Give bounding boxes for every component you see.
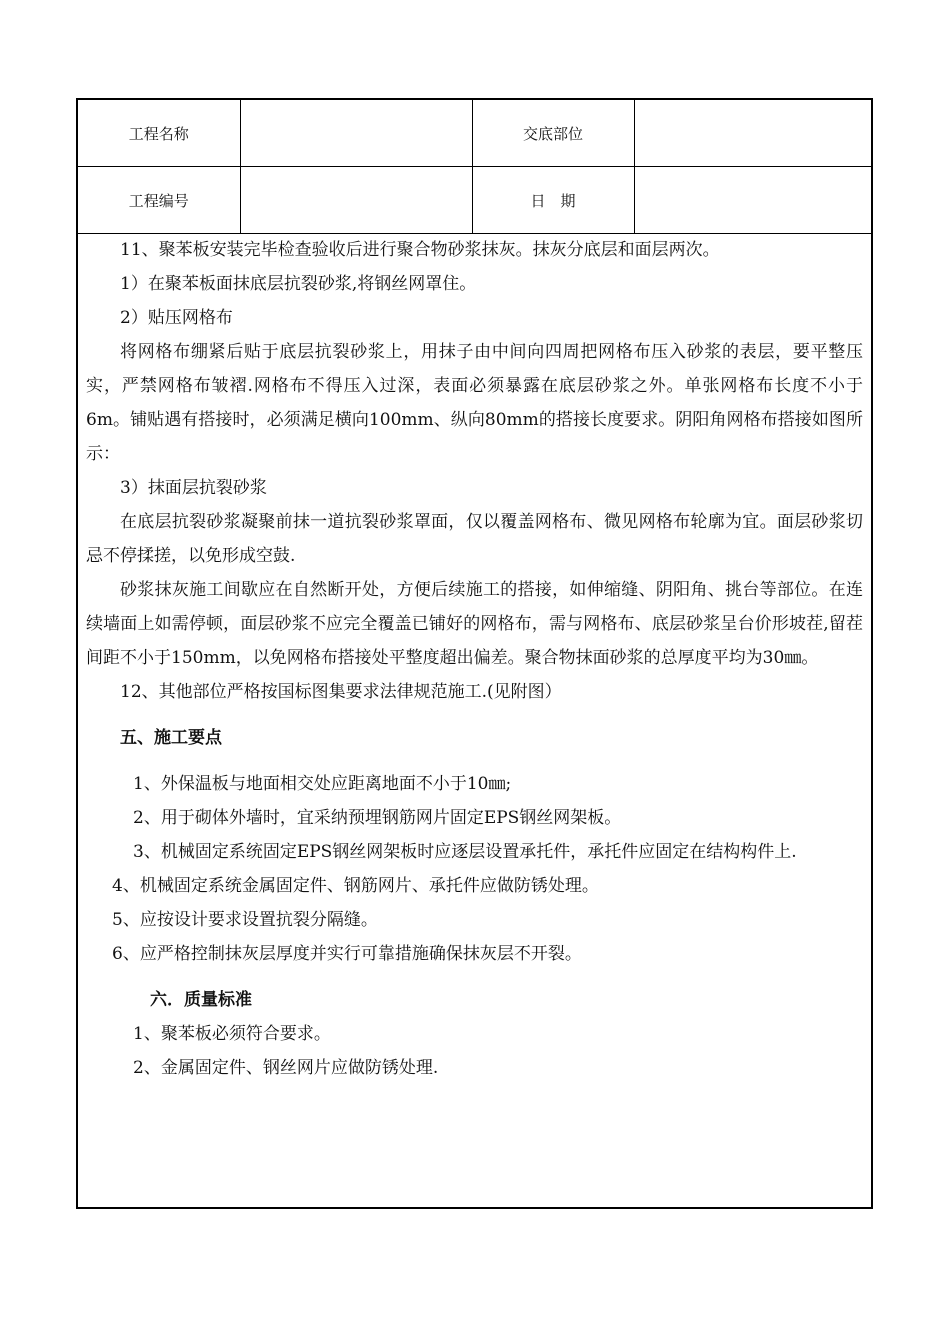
section-5-item-6: 6、应严格控制抹灰层厚度并实行可靠措施确保抹灰层不开裂。 (112, 944, 582, 964)
project-no-value (240, 167, 472, 234)
step-2: 2）贴压网格布 (120, 308, 233, 328)
step-3-body: 在底层抗裂砂浆凝聚前抹一道抗裂砂浆罩面，仅以覆盖网格布、微见网格布轮廓为宜。面层砂浆切忌不停揉搓，以免形成空鼓. (86, 512, 863, 566)
step-1: 1）在聚苯板面抹底层抗裂砂浆,将钢丝网罩住。 (120, 274, 477, 294)
header-table (78, 100, 873, 234)
item-12: 12、其他部位严格按国标图集要求法律规范施工.(见附图） (120, 682, 562, 702)
handover-sheet (76, 98, 873, 1209)
section-5-item-3: 3、机械固定系统固定EPS钢丝网架板时应逐层设置承托件，承托件应固定在结构构件上. (133, 842, 797, 862)
date-value (634, 167, 873, 234)
step-3-body-2: 砂浆抹灰施工间歇应在自然断开处，方便后续施工的搭接，如伸缩缝、阴阳角、挑台等部位。在连续墙面上如需停顿，面层砂浆不应完全覆盖已铺好的网格布，需与网格布、底层砂浆呈台价形坡茬,留茬间距不小于150mm，以免网格布搭接处平整度超出偏差。聚合物抹面砂浆的总厚度平均为30㎜。 (86, 580, 863, 668)
section-6-title: 六．质量标准 (150, 990, 252, 1010)
section-6-item-2: 2、金属固定件、钢丝网片应做防锈处理. (133, 1058, 439, 1078)
section-5-item-1: 1、外保温板与地面相交处应距离地面不小于10㎜; (133, 774, 512, 794)
handover-part-label: 交底部位 (472, 100, 634, 167)
section-5-item-5: 5、应按设计要求设置抗裂分隔缝。 (112, 910, 378, 930)
item-11: 11、聚苯板安装完毕检查验收后进行聚合物砂浆抹灰。抹灰分底层和面层两次。 (120, 240, 720, 260)
content-body (78, 233, 873, 1085)
step-2-body: 将网格布绷紧后贴于底层抗裂砂浆上，用抹子由中间向四周把网格布压入砂浆的表层，要平整压实，严禁网格布皱褶.网格布不得压入过深，表面必须暴露在底层砂浆之外。单张网格布长度不小于6m。铺贴遇有搭接时，必须满足横向100mm、纵向80mm的搭接长度要求。阴阳角网格布搭接如图所示： (86, 342, 863, 464)
date-label: 日 期 (472, 167, 634, 234)
section-5-item-4: 4、机械固定系统金属固定件、钢筋网片、承托件应做防锈处理。 (112, 876, 599, 896)
step-3: 3）抹面层抗裂砂浆 (120, 478, 267, 498)
project-name-value (240, 100, 472, 167)
project-no-label: 工程编号 (78, 167, 240, 234)
section-5-item-2: 2、用于砌体外墙时，宜采纳预埋钢筋网片固定EPS钢丝网架板。 (133, 808, 622, 828)
project-name-label: 工程名称 (78, 100, 240, 167)
handover-part-value (634, 100, 873, 167)
section-5-title: 五、施工要点 (120, 728, 222, 748)
section-6-item-1: 1、聚苯板必须符合要求。 (133, 1024, 331, 1044)
